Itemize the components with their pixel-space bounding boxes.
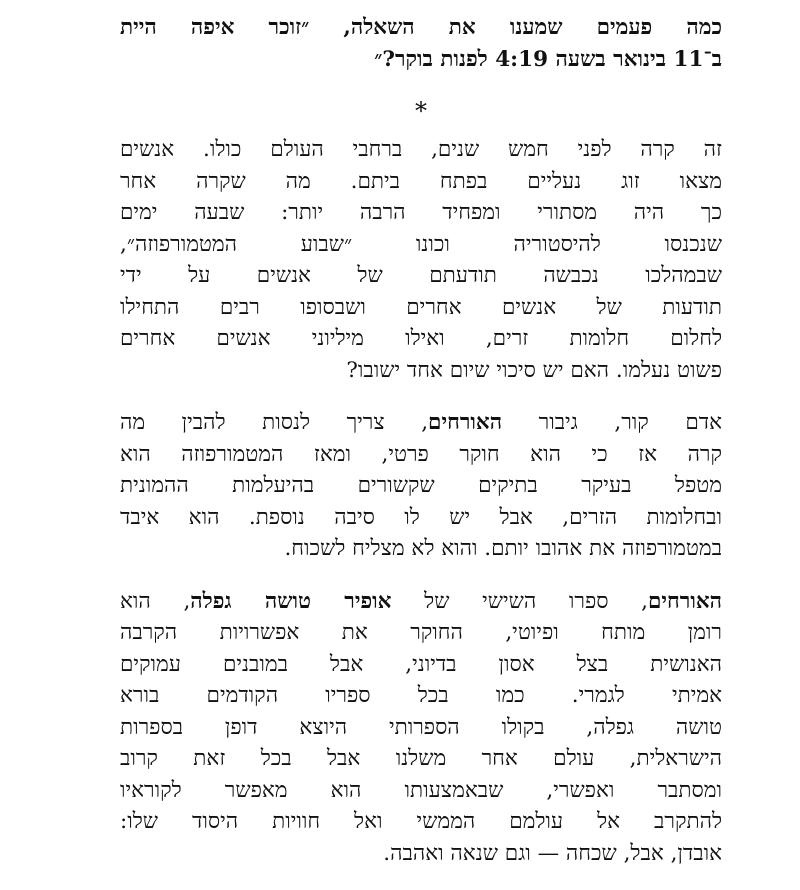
text-line: במטמורפוזה את אהובו יותם. והוא לא מצליח לשכוח. [284,536,722,561]
back-cover-text [120,12,722,890]
text-line: תודעות של אנשים אחרים ושבסופו רבים התחילו [120,294,722,320]
text-line: זה קרה לפני חמש שנים, ברחבי העולם כולו. אנשים [120,137,722,162]
text-line: שבמהלכו נכבשה תודעתם של אנשים על ידי [120,263,722,288]
text-run: , הוא [120,588,191,614]
text-line: טושה גפלה, בקולו הספרותי היוצא דופן בספרות [120,714,722,740]
paragraph-author [120,586,722,870]
heading-line: כמה פעמים שמענו את השאלה, ״זוכר איפה היית [120,15,722,40]
text-line: פשוט נעלמו. האם יש סיכוי שיום אחד ישובו? [346,357,722,383]
text-line: ובחלומות הזרים, אבל יש לו סיבה נוספת. הוא איבד [120,504,722,530]
text-line: אובדן, אבל, שכחה — וגם שנאה ואהבה. [383,840,722,866]
text-line: ומסתבר ואפשרי, שבאמצעותו הוא מאפשר לקוראיו [120,777,722,803]
text-line: מצאו זוג נעליים בפתח ביתם. מה שקרה אחר [120,168,722,194]
text-line: להתקרב אל עולמם הממשי ואל חוויות היסוד שלו: [120,809,722,834]
paragraph-premise [120,134,722,386]
text-line: הישראלית, עולם אחר משלנו אבל בכל זאת קרוב [120,746,722,771]
text-line: לחלום חלומות זרים, ואילו מיליוני אנשים אחרים [120,326,722,351]
book-title: האורחים [428,410,503,435]
text-line: מטפל בעיקר בתיקים שקשורים בהיעלמות ההמונית [120,473,722,498]
text-line [120,586,722,618]
text-line: קרה אז כי הוא חוקר פרטי, ומאז המטמורפוזה הוא [120,441,722,467]
text-line [120,407,722,439]
author-name: אופיר טושה גפלה [190,588,392,614]
paragraph-protagonist [120,407,722,565]
text-line: אמיתי לגמרי. כמו בכל ספריו הקודמים בורא [120,683,722,708]
text-run: אדם קור, גיבור [502,410,722,435]
text-line: רומן מותח ופיוטי, החוקר את אפשרויות הקרבה [120,620,722,645]
text-line: האנושית בצל אסון בדיוני, אבל במובנים עמוקים [120,651,722,677]
text-line: כך היה מסתורי ומפחיד הרבה יותר: שבעה ימים [120,200,722,225]
heading-quote [120,12,722,75]
text-line: שנכנסו להיסטוריה וכונו ״שבוע המטמורפוזה״, [120,231,722,257]
heading-line: ב־11 בינואר בשעה 4:19 לפנות בוקר?״ [374,46,722,72]
asterisk-separator: * [415,97,427,125]
book-title: האורחים [647,588,722,614]
text-run: , ספרו השישי של [391,588,648,614]
text-run: , צריך לנסות להבין מה [120,410,429,435]
